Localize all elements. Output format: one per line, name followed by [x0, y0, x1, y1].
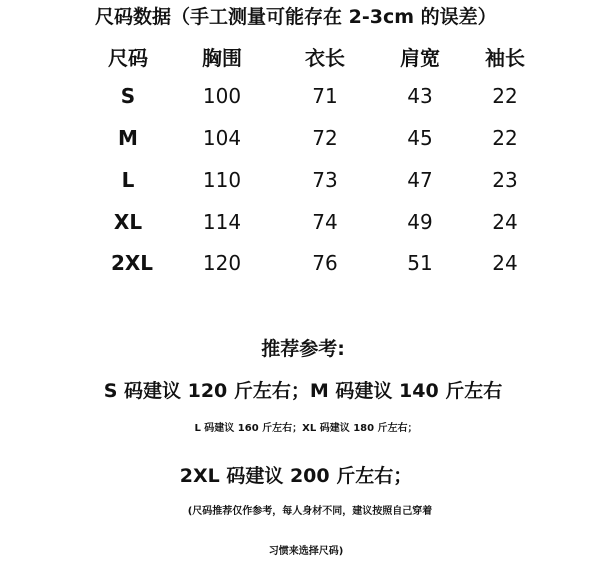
header-sleeve: 袖长	[485, 46, 525, 70]
cell-size: 2XL	[110, 251, 154, 275]
recommend-note: (尺码推荐仅作参考，每人身材不同，建议按照自己穿着	[187, 506, 433, 517]
cell-sleeve: 22	[492, 126, 518, 150]
recommend-line: L 码建议 160 斤左右；XL 码建议 180 斤左右；	[194, 423, 418, 434]
cell-shoulder: 45	[407, 126, 433, 150]
cell-chest: 100	[202, 84, 242, 108]
cell-chest: 104	[202, 126, 242, 150]
recommend-note-cont: 习惯来选择尺码)	[268, 546, 344, 557]
cell-size: L	[121, 168, 135, 192]
header-size: 尺码	[108, 46, 148, 70]
header-length: 衣长	[305, 46, 345, 70]
cell-length: 74	[312, 210, 338, 234]
table-row	[0, 251, 612, 281]
table-row	[0, 210, 612, 240]
table-row	[0, 84, 612, 114]
cell-size: S	[120, 84, 136, 108]
cell-shoulder: 47	[407, 168, 433, 192]
cell-sleeve: 24	[492, 210, 518, 234]
cell-shoulder: 43	[407, 84, 433, 108]
page-title: 尺码数据（手工测量可能存在 2-3cm 的误差）	[95, 6, 497, 28]
cell-sleeve: 23	[492, 168, 518, 192]
header-shoulder: 肩宽	[400, 46, 440, 70]
cell-sleeve: 22	[492, 84, 518, 108]
cell-shoulder: 51	[407, 251, 433, 275]
table-row	[0, 168, 612, 198]
cell-shoulder: 49	[407, 210, 433, 234]
cell-size: M	[118, 126, 138, 150]
cell-length: 76	[312, 251, 338, 275]
cell-size: XL	[113, 210, 143, 234]
table-row	[0, 126, 612, 156]
recommend-line: 2XL 码建议 200 斤左右；	[179, 465, 413, 487]
cell-length: 71	[312, 84, 338, 108]
cell-sleeve: 24	[492, 251, 518, 275]
table-header-row	[0, 42, 612, 72]
recommend-line: S 码建议 120 斤左右；M 码建议 140 斤左右	[103, 380, 503, 402]
cell-length: 72	[312, 126, 338, 150]
recommend-heading: 推荐参考:	[261, 338, 345, 360]
cell-chest: 114	[202, 210, 242, 234]
cell-chest: 120	[202, 251, 242, 275]
header-chest: 胸围	[202, 46, 242, 70]
cell-chest: 110	[202, 168, 242, 192]
cell-length: 73	[312, 168, 338, 192]
